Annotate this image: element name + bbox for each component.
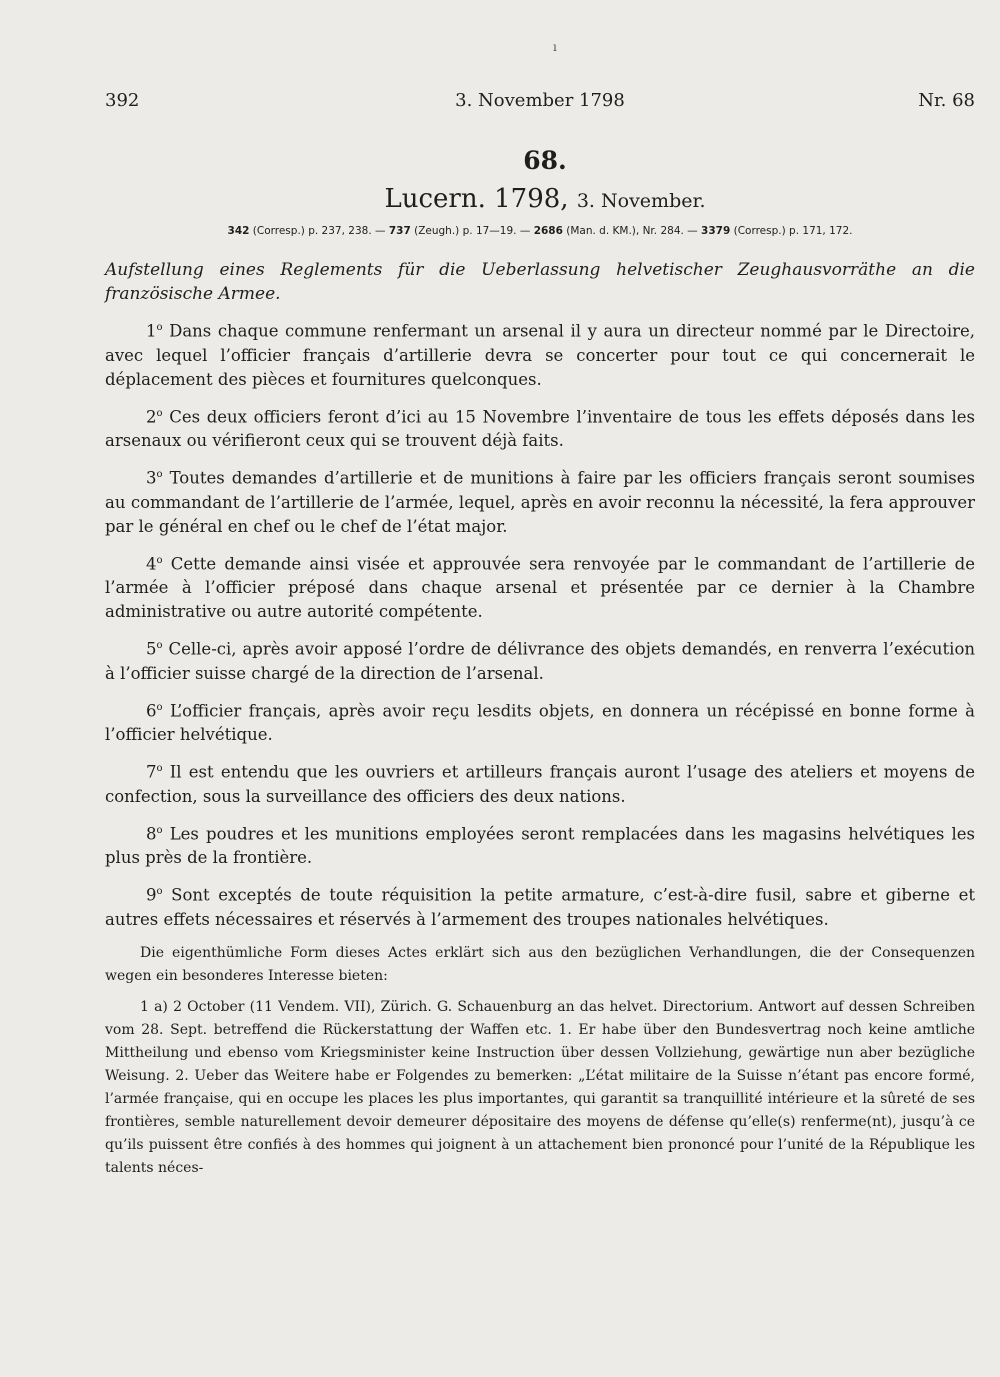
article: 6$^o$ L’officier français, après avoir reçu lesdits objets, en donnera un récépissé en bonne forme à l’officier helvétique. <box>105 701 975 744</box>
article: 3$^o$ Toutes demandes d’artillerie et de munitions à faire par les officiers français seront soumises au commandant de l’artillerie de l’armée, lequel, après en avoir reconnu la nécessité, la fera approuver par le général en chef ou le chef de l’état major. <box>105 468 976 536</box>
ref-text: (Man. d. KM.), Nr. 284. — <box>566 225 698 237</box>
title-date: 3. November. <box>576 190 706 212</box>
header-date: 3. November 1798 <box>455 90 625 111</box>
article: 4$^o$ Cette demande ainsi visée et approuvée sera renvoyée par le commandant de l’artillerie de l’armée à l’officier préposé dans chaque arsenal et présentée par ce dernier à la Chambre administrative ou autre autorité compétente. <box>105 554 975 621</box>
article: 1$^o$ Dans chaque commune renfermant un arsenal il y aura un directeur nommé par le Directoire, avec lequel l’officier français d’artillerie devra se concerter pour tout ce qui concernerait le déplacement des pièces et fournitures quelconques. <box>105 321 975 389</box>
ref-text: (Corresp.) p. 237, 238. — <box>252 225 386 237</box>
document-body <box>105 316 975 1188</box>
note-item: 1 a) 2 October (11 Vendem. VII), Zürich. G. Schauenburg an das helvet. Directorium. Antwort auf dessen Schreiben vom 28. Sept. betreffend die Rückerstattung der Waffen etc. 1. Er habe über den Bundesvertrag noch keine amtliche Mittheilung und ebenso vom Kriegsminister keine Instruction über dessen Vollziehung, gewärtige nun aber bezügliche Weisung. 2. Ueber das Weitere habe er Folgendes zu bemerken: „L’état militaire de la Suisse n’étant pas encore formé, l’armée française, qui en occupe les places les plus importantes, qui garantit sa tranquillité intérieure et la sûreté de ses frontières, semble naturellement devoir demeurer dépositaire des moyens de défense qu’elle(s) renferme(nt), jusqu’à ce qu’ils puissent être confiés à des hommes qui joignent à un attachement bien prononcé pour l’unité de la République les talents néces- <box>105 998 975 1176</box>
ink-mark: ı <box>553 40 557 54</box>
ref-num: 342 <box>227 225 250 237</box>
article: 8$^o$ Les poudres et les munitions employées seront remplacées dans les magasins helvétiques les plus près de la frontière. <box>105 824 975 867</box>
article: 2$^o$ Ces deux officiers feront d’ici au 15 Novembre l’inventaire de tous les effets déposés dans les arsenaux ou vérifieront ceux qui se trouvent déjà faits. <box>105 407 975 450</box>
header-doc-ref: Nr. 68 <box>918 90 975 111</box>
ref-num: 3379 <box>701 225 731 237</box>
archive-references <box>105 225 975 237</box>
ref-num: 2686 <box>533 225 563 237</box>
editorial-notes <box>105 942 975 1180</box>
document-title <box>0 184 1000 214</box>
ref-text: (Zeugh.) p. 17—19. — <box>414 225 531 237</box>
article: 5$^o$ Celle-ci, après avoir apposé l’ordre de délivrance des objets demandés, en renverra l’exécution à l’officier suisse chargé de la direction de l’arsenal. <box>105 639 976 683</box>
title-place: Lucern. <box>384 184 486 214</box>
document-subject: Aufstellung eines Reglements für die Ueberlassung helvetischer Zeughausvorräthe an die französische Armee. <box>105 260 975 304</box>
article: 9$^o$ Sont exceptés de toute réquisition la petite armature, c’est-à-dire fusil, sabre et giberne et autres effets nécessaires et réservés à l’armement des troupes nationales helvétiques. <box>105 885 975 929</box>
notes-intro: Die eigenthümliche Form dieses Actes erklärt sich aus den bezüglichen Verhandlungen, die der Consequenzen wegen ein besonderes Interesse bieten: <box>105 944 975 984</box>
running-header <box>105 90 975 114</box>
article: 7$^o$ Il est entendu que les ouvriers et artilleurs français auront l’usage des ateliers et moyens de confection, sous la surveillance des officiers des deux nations. <box>105 762 975 806</box>
ref-num: 737 <box>388 225 411 237</box>
title-year: 1798, <box>494 184 569 214</box>
page-number: 392 <box>105 90 140 111</box>
document-number: 68. <box>523 146 567 175</box>
ref-text: (Corresp.) p. 171, 172. <box>733 225 853 237</box>
